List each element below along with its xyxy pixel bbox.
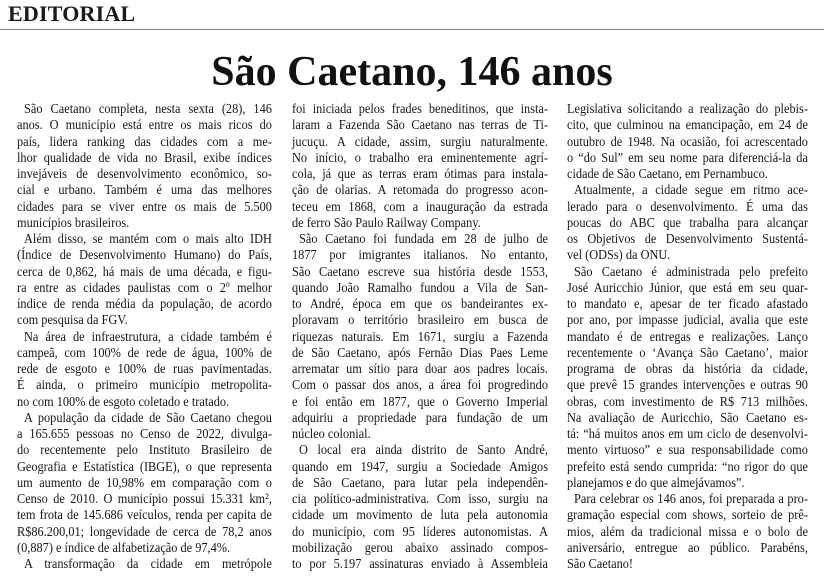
text-line: cial e urbano. Também é uma das melhores xyxy=(17,183,272,199)
text-line: aniversário, entregue ao público. Parabéns, xyxy=(567,540,808,556)
text-line: cola, já que as terras eram ótimas para instala- xyxy=(292,167,548,182)
text-line: mento virtuoso” e sua responsabilidade como xyxy=(567,443,808,459)
text-line: cidades para se viver entre os mais de 5.500 xyxy=(17,199,272,215)
text-line: tem frota de 145.686 veículos, renda per capita de xyxy=(17,508,272,524)
text-line: cia político-administrativa. Com isso, surgiu na xyxy=(292,492,548,507)
text-line: São Caetano escreve sua história desde 1553, xyxy=(292,264,548,280)
text-line: São Caetano! xyxy=(567,557,634,572)
text-line: invejáveis de desenvolvimento econômico, so- xyxy=(17,167,272,182)
text-line: Legislativa solicitando a realização do plebis- xyxy=(567,102,808,117)
text-line: vel (ODSs) da ONU. xyxy=(567,248,671,264)
text-line: do município, com 95 líderes autonomistas. A xyxy=(292,524,548,540)
text-line: José Auricchio Júnior, que está em seu quar- xyxy=(567,280,808,296)
text-line: com pesquisa da FGV. xyxy=(17,313,128,329)
text-line: núcleo colonial. xyxy=(292,427,371,442)
text-line: foi iniciada pelos frades beneditinos, que insta- xyxy=(292,102,548,117)
text-line: planejamos e do que almejávamos”. xyxy=(567,475,745,491)
text-line: ra entre as cidades paulistas com o 2º melhor xyxy=(17,280,272,296)
text-line: anos. O município está entre os mais ricos do xyxy=(17,118,272,134)
text-line: Geografia e Estatística (IBGE), o que representa xyxy=(17,459,272,475)
text-line: Atualmente, a cidade segue em ritmo ace- xyxy=(574,183,808,199)
text-line: os Objetivos de Desenvolvimento Sustentá- xyxy=(567,232,808,247)
text-line: São Caetano foi fundada em 28 de julho de xyxy=(299,232,548,247)
text-line: jucuçu. A cidade, assim, surgiu naturalmente. xyxy=(292,134,548,150)
text-line: no com 100% de esgoto coletado e tratado. xyxy=(17,394,230,410)
text-line: to mandato e, apesar de ter ficado afastado xyxy=(567,297,808,312)
text-line: gramação especial com shows, sorteio de prê- xyxy=(567,508,808,524)
text-line: riquezas naturais. Em 1671, surgiu a Fazenda xyxy=(292,329,548,345)
text-line: por ano, por impasse judicial, avalia que este xyxy=(567,313,808,329)
paragraph xyxy=(17,102,272,232)
text-line: tá: “há muitos anos em um ciclo de desenvolvi- xyxy=(567,427,808,442)
text-line: de São Caetano, para lutar pela independên- xyxy=(292,475,548,491)
text-line: do recentemente pelo Instituto Brasileiro de xyxy=(17,443,272,459)
text-line: lerado para o desenvolvimento. É uma das xyxy=(567,199,808,215)
text-line: país, lidera ranking das cidades com a me- xyxy=(17,134,272,150)
text-line: to por 5.197 assinaturas enviado à Assembleia xyxy=(292,557,548,572)
section-label: EDITORIAL xyxy=(8,1,136,26)
text-line: O local era ainda distrito de Santo André, xyxy=(299,443,548,459)
text-line: de São Caetano, após Fernão Dias Paes Leme xyxy=(292,345,548,361)
paragraph xyxy=(567,102,808,183)
text-column-1 xyxy=(17,102,272,574)
text-line: ploravam o território brasileiro em busca de xyxy=(292,313,548,329)
paragraph xyxy=(292,232,548,443)
text-line: R$86.200,01; longevidade de cerca de 78,2 anos xyxy=(17,524,272,540)
text-line: arrematar um sítio para doar aos padres locais. xyxy=(292,362,548,377)
text-line: 1877 por imigrantes italianos. No entanto, xyxy=(292,248,548,264)
text-line: recentemente o ‘Avança São Caetano’, maior xyxy=(567,345,808,361)
text-line: poucas do ABC que trabalha para alcançar xyxy=(567,215,808,231)
paragraph xyxy=(17,330,272,411)
text-line: (0,887) e índice de alfabetização de 97,4%. xyxy=(17,540,231,556)
column-text xyxy=(17,102,272,573)
text-line: que prevê 15 grandes intervenções e outras 90 xyxy=(567,378,808,394)
text-line: teceu em 1868, com a inauguração da estrada xyxy=(292,199,548,215)
paragraph xyxy=(17,557,272,573)
text-line: mios, além da tradicional missa e o bolo de xyxy=(567,524,808,540)
text-line: lhor qualidade de vida no Brasil, exibe índices xyxy=(17,150,272,166)
text-line: mobilização gerou abaixo assinado compos- xyxy=(292,540,548,556)
paragraph xyxy=(567,183,808,264)
text-line: É ainda, o primeiro município metropolita- xyxy=(17,378,272,394)
headline: São Caetano, 146 anos xyxy=(211,49,613,95)
text-line: mandato é de entregas e realizações. Lanço xyxy=(567,329,808,345)
text-line: São Caetano é administrada pelo prefeito xyxy=(574,264,808,280)
paragraph xyxy=(17,411,272,557)
paragraph xyxy=(567,492,808,573)
text-line: Com o passar dos anos, a área foi progredindo xyxy=(292,378,548,394)
text-line: cito, que culminou na emancipação, em 24 de xyxy=(567,118,808,134)
text-line: cerca de 0,862, há mais de uma década, e figu- xyxy=(17,264,272,280)
text-line: obras, com investimento de R$ 713 milhões. xyxy=(567,394,808,410)
text-line: São Caetano completa, nesta sexta (28), 146 xyxy=(24,102,272,117)
paragraph xyxy=(292,102,548,232)
column-text xyxy=(292,102,548,573)
text-line: Para celebrar os 146 anos, foi preparada a pro- xyxy=(574,492,808,507)
paragraph xyxy=(292,443,548,573)
text-line: programa de obras da história da cidade, xyxy=(567,362,808,377)
text-line: municípios brasileiros. xyxy=(17,215,130,231)
text-line: Na área de infraestrutura, a cidade também é xyxy=(24,329,272,345)
text-line: cidade de São Caetano, em Pernambuco. xyxy=(567,167,768,182)
text-line: laram a Fazenda São Caetano nas terras de Ti- xyxy=(292,118,548,134)
text-line: prefeito está sendo cumprida: “no rigor do que xyxy=(567,459,808,475)
text-line: to André, época em que os bandeirantes ex- xyxy=(292,297,548,312)
text-line: Censo de 2010. O município possui 15.331 km², xyxy=(17,492,272,507)
text-line: (Índice de Desenvolvimento Humano) do País, xyxy=(17,248,272,264)
paragraph xyxy=(567,265,808,493)
text-line: rede de esgoto e 100% de ruas pavimentadas. xyxy=(17,362,272,377)
text-line: quando em 1947, surgiu a Sociedade Amigos xyxy=(292,459,548,475)
text-line: quando João Ramalho fundou a Vila de San- xyxy=(292,280,548,296)
text-line: Além disso, se mantém com o mais alto IDH xyxy=(24,232,272,247)
text-line: No início, o trabalho era eminentemente agrí- xyxy=(292,150,548,166)
text-line: A transformação da cidade em metrópole xyxy=(24,557,272,572)
text-line: índice de renda média da população, de acordo xyxy=(17,297,272,312)
text-line: e foi então em 1877, que o Governo Imperial xyxy=(292,394,548,410)
column-text xyxy=(567,102,808,573)
paragraph xyxy=(17,232,272,330)
text-line: outubro de 1948. Na ocasião, foi acrescentado xyxy=(567,134,808,150)
text-line: adquiriu a propriedade para fundação de um xyxy=(292,410,548,426)
text-line: um aumento de 10,98% em comparação com o xyxy=(17,475,272,491)
text-line: ção de olarias. A retomada do progresso acon- xyxy=(292,183,548,199)
text-line: campeã, com 100% de rede de água, 100% de xyxy=(17,345,272,361)
text-line: A população da cidade de São Caetano chegou xyxy=(24,410,272,426)
text-column-2 xyxy=(292,102,548,574)
text-line: cidade um movimento de luta pela autonomia xyxy=(292,508,548,524)
text-line: o “do Sul” em seu nome para diferenciá-la da xyxy=(567,150,808,166)
text-line: a 165.655 pessoas no Censo de 2022, divulga- xyxy=(17,427,272,442)
text-column-3 xyxy=(567,102,808,574)
text-line: Na avaliação de Auricchio, São Caetano es- xyxy=(567,410,808,426)
text-line: de ferro São Paulo Railway Company. xyxy=(292,215,481,231)
